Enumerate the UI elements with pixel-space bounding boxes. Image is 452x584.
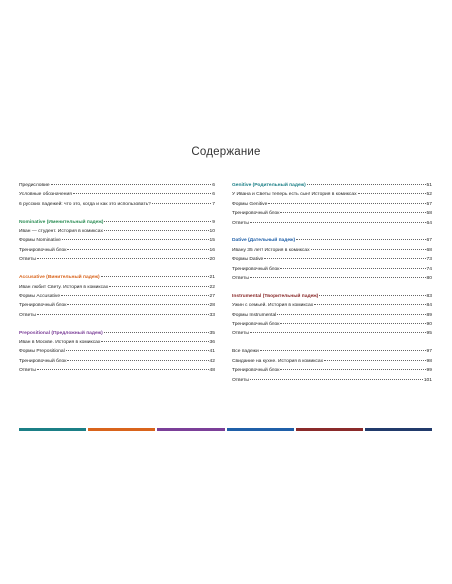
toc-page-number: 84 xyxy=(426,303,432,309)
dot-leader xyxy=(250,277,426,278)
toc-page-number: 36 xyxy=(209,339,215,345)
toc-entry[interactable] xyxy=(232,219,432,228)
toc-entry-label: Условные обозначения xyxy=(19,192,72,198)
toc-page-number: 83 xyxy=(426,293,432,299)
color-bar-segment xyxy=(365,428,432,431)
dot-leader xyxy=(37,369,209,370)
toc-page-number: 33 xyxy=(209,312,215,318)
toc-entry-label: У Ивана и Светы теперь есть сын! История в комиксах xyxy=(232,192,357,198)
dot-leader xyxy=(280,268,425,269)
toc-entry-label: Формы Nominative xyxy=(19,238,61,244)
toc-page-number: 20 xyxy=(209,257,215,263)
toc-section xyxy=(232,181,432,228)
toc-section-heading[interactable] xyxy=(19,329,215,338)
dot-leader xyxy=(264,258,425,259)
toc-entry-label: Тренировочный блок xyxy=(19,247,67,253)
dot-leader xyxy=(268,203,425,204)
dot-leader xyxy=(250,222,426,223)
toc-entry[interactable] xyxy=(232,190,432,199)
toc-entry[interactable] xyxy=(19,227,215,236)
dot-leader xyxy=(280,323,425,324)
toc-page-number: 67 xyxy=(426,238,432,244)
toc-entry-label: Формы Prepositional xyxy=(19,349,65,355)
toc-page-number: 10 xyxy=(209,229,215,235)
toc-entry-label: Иван — студент. История в комиксах xyxy=(19,229,103,235)
toc-entry[interactable] xyxy=(19,236,215,245)
toc-page-number: 7 xyxy=(212,201,215,207)
dot-leader xyxy=(358,193,426,194)
toc-entry-label: Ответы xyxy=(232,331,249,337)
toc-entry[interactable] xyxy=(232,265,432,274)
toc-entry-label: Тренировочный блок xyxy=(232,211,280,217)
dot-leader xyxy=(311,249,426,250)
toc-page-number: 28 xyxy=(209,303,215,309)
toc-entry-label: Dative (Дательный падеж) xyxy=(232,238,296,244)
toc-page-number: 57 xyxy=(426,201,432,207)
toc-entry[interactable] xyxy=(19,255,215,264)
dot-leader xyxy=(307,184,426,185)
toc-entry-label: 6 русских падежей: что это, когда и как это использовать? xyxy=(19,201,151,207)
toc-page-number: 97 xyxy=(426,349,432,355)
dot-leader xyxy=(37,258,209,259)
toc-page-number: 64 xyxy=(426,220,432,226)
toc-section xyxy=(232,292,432,339)
toc-section xyxy=(19,329,215,376)
toc-entry[interactable] xyxy=(232,320,432,329)
toc-page-number: 41 xyxy=(209,349,215,355)
color-bar-segment xyxy=(296,428,363,431)
dot-leader xyxy=(314,304,425,305)
toc-page-number: 89 xyxy=(426,312,432,318)
dot-leader xyxy=(250,332,426,333)
toc-page-number: 42 xyxy=(209,358,215,364)
toc-page-number: 6 xyxy=(212,183,215,188)
toc-entry[interactable] xyxy=(19,347,215,356)
toc-entry[interactable] xyxy=(19,181,215,190)
dot-leader xyxy=(61,295,209,296)
toc-page-number: 27 xyxy=(209,293,215,299)
toc-entry-label: Ответы xyxy=(19,312,36,318)
dot-leader xyxy=(37,314,209,315)
toc-entry-label: Ответы xyxy=(19,368,36,374)
dot-leader xyxy=(66,350,209,351)
dot-leader xyxy=(280,369,425,370)
toc-entry[interactable] xyxy=(19,246,215,255)
toc-entry[interactable] xyxy=(232,366,432,375)
dot-leader xyxy=(67,360,208,361)
toc-entry[interactable] xyxy=(232,255,432,264)
toc-page-number: 35 xyxy=(209,330,215,336)
toc-section xyxy=(19,218,215,265)
dot-leader xyxy=(101,341,208,342)
toc-page-number: 9 xyxy=(212,219,215,225)
toc-entry-label: Формы Dative xyxy=(232,257,264,263)
toc-entry-label: Instrumental (Творительный падеж) xyxy=(232,293,319,299)
dot-leader xyxy=(67,249,208,250)
toc-entry-label: Формы Accusative xyxy=(19,293,61,299)
toc-entry[interactable] xyxy=(232,246,432,255)
dot-leader xyxy=(104,221,211,222)
toc-entry[interactable] xyxy=(232,311,432,320)
toc-page-number: 16 xyxy=(209,247,215,253)
toc-page-number: 74 xyxy=(426,266,432,272)
dot-leader xyxy=(62,239,209,240)
toc-entry-label: Тренировочный блок xyxy=(232,266,280,272)
toc-entry-label: Nominative (Именительный падеж) xyxy=(19,219,104,225)
dot-leader xyxy=(67,304,208,305)
toc-entry-label: Ответы xyxy=(232,276,249,282)
toc-entry[interactable] xyxy=(232,274,432,283)
toc-page-number: 48 xyxy=(209,368,215,374)
dot-leader xyxy=(324,360,426,361)
color-bar-segment xyxy=(157,428,224,431)
toc-entry-label: Свидание на кухне. История в комиксах xyxy=(232,358,324,364)
dot-leader xyxy=(109,286,208,287)
page-title: Содержание xyxy=(191,146,261,158)
toc-entry[interactable] xyxy=(19,366,215,375)
toc-section xyxy=(19,181,215,209)
toc-entry-label: Prepositional (Предложный падеж) xyxy=(19,330,103,336)
toc-section-heading[interactable] xyxy=(232,236,432,245)
toc-page-number: 58 xyxy=(426,211,432,217)
dot-leader xyxy=(250,379,423,380)
dot-leader xyxy=(319,295,425,296)
toc-section-heading[interactable] xyxy=(232,181,432,190)
toc-page-number: 90 xyxy=(426,322,432,328)
toc-section-heading[interactable] xyxy=(19,218,215,227)
dot-leader xyxy=(280,212,425,213)
dot-leader xyxy=(152,203,211,204)
toc-section-heading[interactable] xyxy=(19,273,215,282)
toc-page-number: 73 xyxy=(426,257,432,263)
toc-entry-label: Genitive (Родительный падеж) xyxy=(232,183,306,188)
toc-entry[interactable] xyxy=(19,190,215,199)
toc-entry-label: Все падежи xyxy=(232,349,259,355)
toc-entry-label: Тренировочный блок xyxy=(232,368,280,374)
toc-page-number: 15 xyxy=(209,238,215,244)
toc-entry-label: Иван в Москве. История в комиксах xyxy=(19,339,101,345)
toc-entry-label: Accusative (Винительный падеж) xyxy=(19,275,100,281)
toc-entry[interactable] xyxy=(232,200,432,209)
toc-right-column xyxy=(232,181,432,393)
toc-page-number: 101 xyxy=(423,377,432,383)
toc-entry[interactable] xyxy=(19,200,215,209)
color-bar-segment xyxy=(227,428,294,431)
toc-page-number: 98 xyxy=(426,358,432,364)
toc-entry[interactable] xyxy=(19,338,215,347)
toc-entry[interactable] xyxy=(19,311,215,320)
toc-page-number: 68 xyxy=(426,247,432,253)
toc-entry-label: Формы Instrumental xyxy=(232,312,277,318)
toc-entry[interactable] xyxy=(19,292,215,301)
toc-section xyxy=(232,236,432,283)
toc-entry-label: Ивану 35 лет! История в комиксах xyxy=(232,247,310,253)
toc-entry[interactable] xyxy=(232,301,432,310)
color-bar-segment xyxy=(19,428,86,431)
toc-entry[interactable] xyxy=(232,347,432,356)
color-stripe xyxy=(19,428,432,431)
dot-leader xyxy=(101,276,209,277)
toc-entry[interactable] xyxy=(232,329,432,338)
color-bar-segment xyxy=(88,428,155,431)
toc-entry-label: Тренировочный блок xyxy=(19,303,67,309)
dot-leader xyxy=(277,314,425,315)
dot-leader xyxy=(104,332,209,333)
toc-page-number: 51 xyxy=(426,183,432,188)
toc-page-number: 6 xyxy=(212,192,215,198)
toc-entry-label: Предисловие xyxy=(19,183,50,188)
toc-page-number: 21 xyxy=(209,275,215,281)
toc-entry[interactable] xyxy=(19,301,215,310)
toc-entry[interactable] xyxy=(232,357,432,366)
toc-entry-label: Тренировочный блок xyxy=(232,322,280,328)
toc-entry[interactable] xyxy=(232,376,432,385)
toc-entry-label: Формы Genitive xyxy=(232,201,268,207)
toc-entry-label: Ответы xyxy=(232,377,249,383)
dot-leader xyxy=(260,350,426,351)
toc-entry-label: Ответы xyxy=(19,257,36,263)
toc-entry[interactable] xyxy=(19,283,215,292)
toc-left-column xyxy=(19,181,215,384)
toc-entry-label: Ответы xyxy=(232,220,249,226)
toc-page-number: 99 xyxy=(426,368,432,374)
toc-page-number: 52 xyxy=(426,192,432,198)
toc-page-number: 95 xyxy=(426,331,432,337)
toc-section-heading[interactable] xyxy=(232,292,432,301)
dot-leader xyxy=(51,184,212,185)
dot-leader xyxy=(104,230,209,231)
toc-entry[interactable] xyxy=(19,357,215,366)
toc-entry[interactable] xyxy=(232,209,432,218)
toc-page-number: 80 xyxy=(426,276,432,282)
dot-leader xyxy=(296,239,425,240)
toc-entry-label: Ужин с семьей. История в комиксах xyxy=(232,303,314,309)
toc-section xyxy=(232,347,432,385)
toc-page-number: 22 xyxy=(209,284,215,290)
toc-entry-label: Иван любит Свету. История в комиксах xyxy=(19,284,109,290)
toc-entry-label: Тренировочный блок xyxy=(19,358,67,364)
toc-section xyxy=(19,273,215,320)
dot-leader xyxy=(73,193,211,194)
